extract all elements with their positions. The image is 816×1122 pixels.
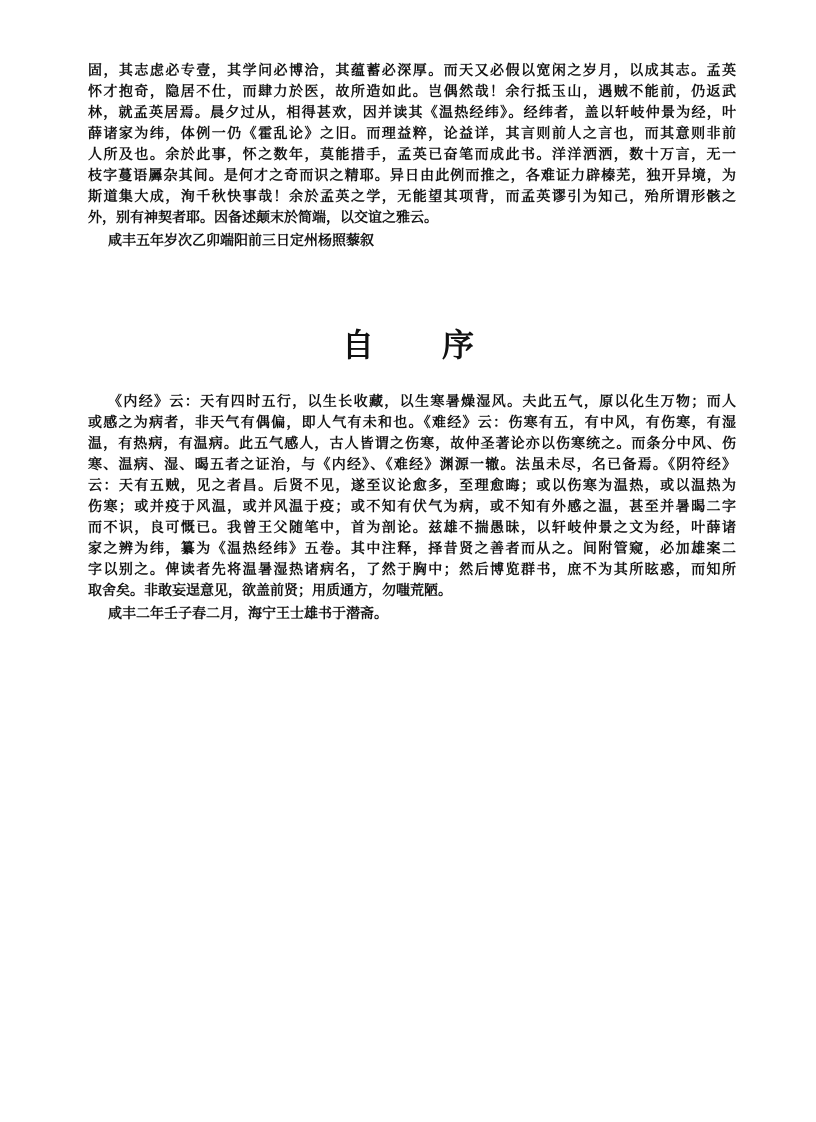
text-line: 寒、温病、湿、暍五者之证治，与《内经》、《难经》渊源一辙。法虽未尽，名已备焉。《阴符经》 [88, 457, 736, 473]
text-line: 林，就孟英居焉。晨夕过从，相得甚欢，因并读其《温热经纬》。经纬者，盖以轩岐仲景为经，叶 [88, 105, 736, 121]
text-line: 《内经》云：天有四时五行，以生长收藏，以生寒暑燥湿风。夫此五气，原以化生万物；而人 [108, 394, 736, 410]
section-title [0, 320, 816, 366]
text-line: 云：天有五贼，见之者昌。后贤不见，遂至议论愈多，至理愈晦；或以伤寒为温热，或以温热为 [88, 478, 736, 494]
title-char: 自 [341, 326, 374, 364]
title-char: 序 [442, 326, 475, 364]
text-line: 家之辨为纬，纂为《温热经纬》五卷。其中注释，择昔贤之善者而从之。间附管窥，必加雄案二 [88, 541, 736, 557]
text-line: 怀才抱奇，隐居不仕，而肆力於医，故所造如此。岂偶然哉！余行抵玉山，遇贼不能前，仍返武 [88, 84, 736, 100]
self-preface-signature: 咸丰二年壬子春二月，海宁王士雄书于潜斋。 [108, 606, 388, 622]
text-line: 斯道集大成，洵千秋快事哉！余於孟英之学，无能望其项背，而孟英谬引为知己，殆所谓形骸之 [88, 189, 736, 205]
text-line: 而不识，良可慨已。我曾王父随笔中，首为剖论。兹雄不揣愚昧，以轩岐仲景之文为经，叶薛诸 [88, 520, 736, 536]
text-line: 温，有热病，有温病。此五气感人，古人皆谓之伤寒，故仲圣著论亦以伤寒统之。而条分中风、伤 [88, 436, 736, 452]
text-line: 取舍矣。非敢妄逞意见，欲盖前贤；用质通方，勿嗤荒陋。 [88, 583, 452, 599]
text-line: 外，别有神契者耶。因备述颠末於简端，以交谊之雅云。 [88, 210, 438, 226]
text-line: 或感之为病者，非天气有偶偏，即人气有未和也。《难经》云：伤寒有五，有中风，有伤寒，有湿 [88, 415, 736, 431]
preface-signature: 咸丰五年岁次乙卯端阳前三日定州杨照藜叙 [108, 233, 374, 249]
text-line: 枝字蔓语羼杂其间。是何才之奇而识之精耶。异日由此例而推之，各难证力辟榛芜，独开异境，为 [88, 168, 736, 184]
text-line: 人所及也。余於此事，怀之数年，莫能措手，孟英已奋笔而成此书。洋洋洒洒，数十万言，无一 [88, 147, 736, 163]
text-line: 固，其志虑必专壹，其学问必博洽，其蕴蓄必深厚。而天又必假以宽闲之岁月，以成其志。孟英 [88, 63, 736, 79]
text-line: 薛诸家为纬，体例一仍《霍乱论》之旧。而理益粹，论益详，其言则前人之言也，而其意则非前 [88, 126, 736, 142]
text-line: 伤寒；或并疫于风温，或并风温于疫；或不知有伏气为病，或不知有外感之温，甚至并暑暍二字 [88, 499, 736, 515]
text-line: 字以别之。俾读者先将温暑湿热诸病名，了然于胸中；然后博览群书，庶不为其所眩惑，而知所 [88, 562, 736, 578]
